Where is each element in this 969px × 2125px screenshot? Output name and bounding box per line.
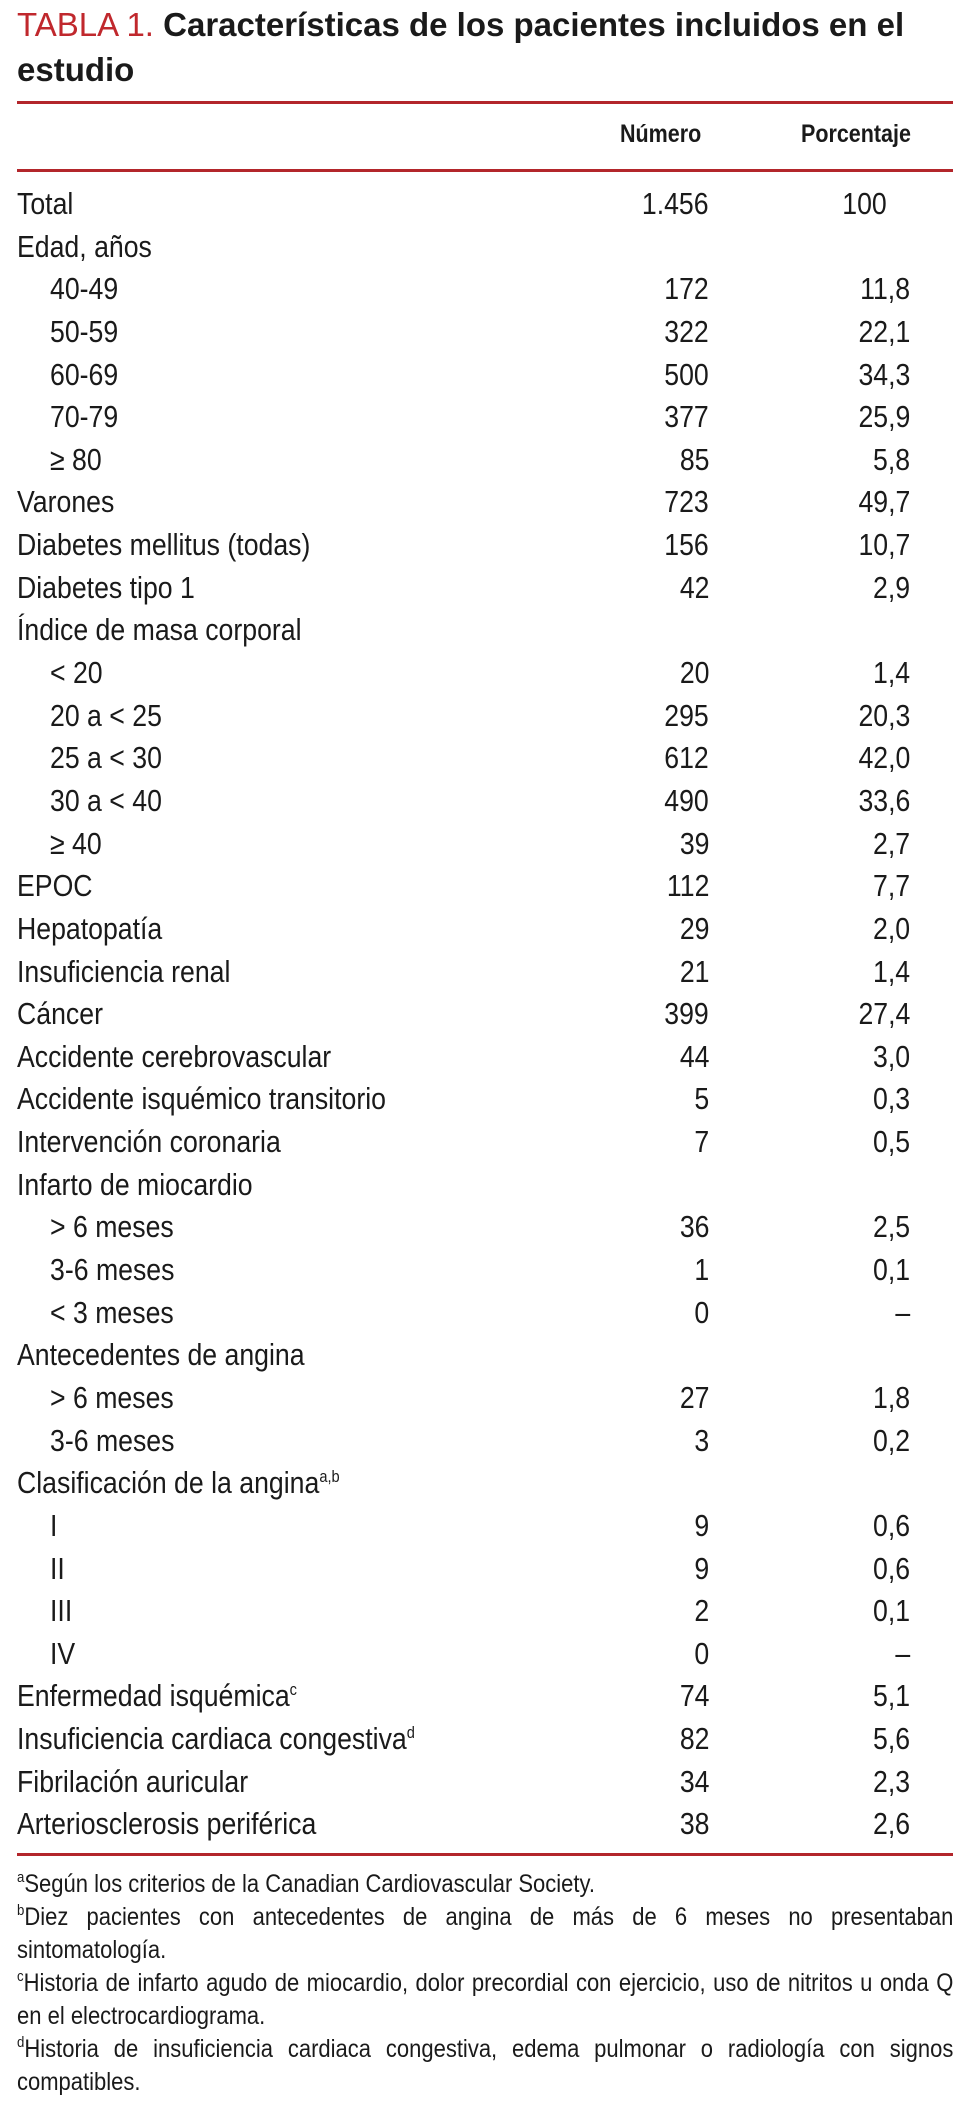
row-label [50,695,162,737]
table-row [17,1633,953,1676]
row-label [17,609,302,651]
number-cell: 0 [694,1635,709,1671]
row-label [50,354,118,396]
column-header-percent: Porcentaje [801,120,911,148]
number-cell: 5 [694,1081,709,1117]
row-label [17,1718,415,1760]
row-label [50,1206,174,1248]
row-label [17,183,73,225]
number-cell: 7 [694,1124,709,1160]
table-row [17,439,953,482]
percent-cell: 10,7 [858,527,910,563]
footnote-mark: a [17,1868,25,1886]
table-row [17,951,953,994]
percent-cell: 2,9 [872,569,910,605]
percent-cell: 0,1 [872,1252,910,1288]
row-label [50,1292,174,1334]
row-label [50,780,162,822]
row-label [17,1761,248,1803]
row-label [17,1036,331,1078]
number-cell: 34 [679,1763,709,1799]
number-cell: 1.456 [642,186,709,221]
footnote-marker: a,b [319,1467,340,1487]
footnote-text: Historia de insuficiencia cardiaca congestiva, edema pulmonar o radiología con signos compatibles. [17,2034,954,2096]
row-label-text: Accidente isquémico transitorio [17,1081,386,1117]
table-row [17,993,953,1036]
row-label [17,1675,297,1717]
table-row [17,524,953,567]
row-label [17,1078,386,1120]
number-cell: 39 [679,825,709,861]
percent-cell: 2,3 [872,1763,910,1799]
percent-cell: 34,3 [858,356,910,392]
footnotes [17,1856,953,2099]
number-cell: 82 [679,1721,709,1757]
row-label [17,524,310,566]
table-row [17,1505,953,1548]
table-row [17,1548,953,1591]
row-label [50,439,102,481]
table-label: TABLA 1. [17,6,154,43]
table-row [17,1334,953,1377]
row-label-text: 25 a < 30 [50,740,162,776]
number-cell: 42 [679,569,709,605]
table-row [17,1675,953,1718]
table-row [17,1462,953,1505]
table-row [17,396,953,439]
number-cell: 1 [694,1252,709,1288]
row-label-text: Intervención coronaria [17,1124,281,1160]
number-cell: 3 [694,1422,709,1458]
table-caption: Características de los pacientes incluidos en el estudio [17,6,905,88]
row-label [50,1548,65,1590]
row-label-text: Clasificación de la angina [17,1465,320,1501]
number-cell: 36 [679,1209,709,1245]
percent-cell: 1,8 [872,1379,910,1415]
number-cell: 172 [664,271,709,307]
row-label-text: > 6 meses [50,1379,174,1415]
table-row [17,1292,953,1335]
row-label [17,865,93,907]
number-cell: 74 [679,1678,709,1714]
percent-cell: 27,4 [858,996,910,1032]
percent-cell: 5,8 [872,441,910,477]
row-label [50,396,118,438]
number-cell: 27 [679,1379,709,1415]
table-row [17,695,953,738]
row-label-text: Hepatopatía [17,910,163,946]
table-row [17,1761,953,1804]
row-label-text: 50-59 [50,313,119,349]
percent-cell: 1,4 [872,655,910,691]
row-label [17,993,103,1035]
row-label [50,823,102,865]
percent-cell: 49,7 [858,484,910,520]
table-row [17,865,953,908]
table-row [17,567,953,610]
row-label-text: 60-69 [50,356,119,392]
row-label-text: Insuficiencia cardiaca congestiva [17,1721,407,1757]
row-label-text: ≥ 80 [50,441,102,477]
row-label-text: Índice de masa corporal [17,612,302,648]
percent-cell: 0,3 [872,1081,910,1117]
number-cell: 295 [664,697,709,733]
row-label-text: ≥ 40 [50,825,102,861]
row-label-text: II [50,1550,65,1586]
row-label-text: Cáncer [17,996,103,1032]
number-cell: 723 [664,484,709,520]
row-label-text: 3-6 meses [50,1252,175,1288]
table-document [17,0,953,2099]
number-cell: 399 [664,996,709,1032]
number-cell: 322 [664,313,709,349]
number-cell: 85 [679,441,709,477]
percent-cell: 0,6 [872,1550,910,1586]
number-cell: 9 [694,1550,709,1586]
number-cell: 20 [679,655,709,691]
row-label [50,1590,72,1632]
number-cell: 0 [694,1294,709,1330]
percent-cell: 0,1 [872,1593,910,1629]
row-label [17,226,152,268]
table-row [17,1803,953,1846]
table-row [17,1078,953,1121]
percent-cell: 7,7 [872,868,910,904]
row-label [17,951,230,993]
table-row [17,1718,953,1761]
table-row [17,1164,953,1207]
row-label-text: > 6 meses [50,1209,174,1245]
table-row [17,183,953,226]
row-label [17,1121,281,1163]
row-label [50,652,103,694]
table-row [17,1249,953,1292]
row-label-text: 3-6 meses [50,1422,175,1458]
number-cell: 490 [664,782,709,818]
row-label [50,1420,174,1462]
row-label-text: Arteriosclerosis periférica [17,1806,317,1842]
row-label [17,567,195,609]
row-label-text: Fibrilación auricular [17,1763,249,1799]
table-header [17,104,953,169]
percent-cell: 2,7 [872,825,910,861]
number-cell: 156 [664,527,709,563]
row-label-text: EPOC [17,868,93,904]
row-label-text: 30 a < 40 [50,782,162,818]
row-label-text: Enfermedad isquémica [17,1678,290,1714]
row-label-text: Diabetes tipo 1 [17,569,195,605]
number-cell: 377 [664,399,709,435]
row-label [17,1803,316,1845]
row-label-text: III [50,1593,73,1629]
row-label-text: < 20 [50,655,103,691]
percent-cell: 22,1 [858,313,910,349]
row-label [50,1249,174,1291]
footnote [17,1901,953,1967]
table-row [17,1377,953,1420]
percent-cell: 11,8 [860,271,910,307]
footnote-mark: c [17,1967,24,1985]
row-label [50,1505,57,1547]
number-cell: 612 [664,740,709,776]
row-label-text: Varones [17,484,115,520]
percent-cell: 0,6 [872,1507,910,1543]
row-label [50,311,118,353]
percent-cell: 5,6 [872,1721,910,1757]
row-label-text: Diabetes mellitus (todas) [17,527,311,563]
number-cell: 44 [679,1038,709,1074]
number-cell: 21 [679,953,709,989]
table-title [17,2,953,92]
footnote [17,1868,953,1901]
table-row [17,823,953,866]
row-label-text: < 3 meses [50,1294,174,1330]
footnote [17,1967,953,2033]
table-row [17,226,953,269]
row-label [17,1334,305,1376]
footnote-mark: b [17,1901,25,1919]
row-label [17,1164,253,1206]
table-row [17,609,953,652]
percent-cell: – [895,1635,910,1671]
table-row [17,481,953,524]
percent-cell: 25,9 [858,399,910,435]
percent-cell: 20,3 [858,697,910,733]
row-label-text: 40-49 [50,271,119,307]
percent-cell: 5,1 [872,1678,910,1714]
percent-cell: 42,0 [858,740,910,776]
table-row [17,311,953,354]
percent-cell: 2,6 [872,1806,910,1842]
percent-cell: 2,0 [872,910,910,946]
number-cell: 112 [666,868,709,904]
row-label [17,1462,340,1504]
row-label [50,1633,75,1675]
row-label-text: 20 a < 25 [50,697,162,733]
table-body [17,172,953,1853]
footnote-text: Historia de infarto agudo de miocardio, dolor precordial con ejercicio, uso de nitritos u onda Q en el electrocardiograma. [17,1968,954,2030]
footnote-marker: c [289,1680,297,1700]
percent-cell: 0,2 [872,1422,910,1458]
row-label [17,481,114,523]
table-row [17,354,953,397]
percent-cell: 100 [842,186,887,221]
row-label-text: I [50,1507,58,1543]
row-label-text: Infarto de miocardio [17,1166,253,1202]
footnote-marker: d [406,1723,415,1743]
number-cell: 9 [694,1507,709,1543]
table-row [17,1206,953,1249]
percent-cell: – [895,1294,910,1330]
number-cell: 38 [679,1806,709,1842]
number-cell: 29 [679,910,709,946]
row-label-text: Total [17,186,74,221]
row-label-text: Antecedentes de angina [17,1337,305,1373]
percent-cell: 1,4 [872,953,910,989]
row-label [50,737,162,779]
row-label-text: Accidente cerebrovascular [17,1038,332,1074]
table-row [17,1420,953,1463]
row-label-text: Insuficiencia renal [17,953,231,989]
row-label [17,908,162,950]
table-row [17,1121,953,1164]
table-row [17,737,953,780]
number-cell: 2 [694,1593,709,1629]
table-row [17,652,953,695]
column-header-number: Número [620,120,702,148]
table-row [17,780,953,823]
row-label [50,268,118,310]
table-row [17,268,953,311]
footnote [17,2033,953,2099]
footnote-mark: d [17,2033,25,2051]
percent-cell: 2,5 [872,1209,910,1245]
table-row [17,1036,953,1079]
footnote-text: Diez pacientes con antecedentes de angina de más de 6 meses no presentaban sintomatología. [17,1902,954,1964]
row-label-text: IV [50,1635,76,1671]
number-cell: 500 [664,356,709,392]
row-label [50,1377,174,1419]
row-label-text: 70-79 [50,399,119,435]
footnote-text: Según los criterios de la Canadian Cardiovascular Society. [24,1869,596,1898]
percent-cell: 33,6 [858,782,910,818]
percent-cell: 3,0 [872,1038,910,1074]
percent-cell: 0,5 [872,1124,910,1160]
row-label-text: Edad, años [17,228,152,264]
table-row [17,908,953,951]
table-row [17,1590,953,1633]
